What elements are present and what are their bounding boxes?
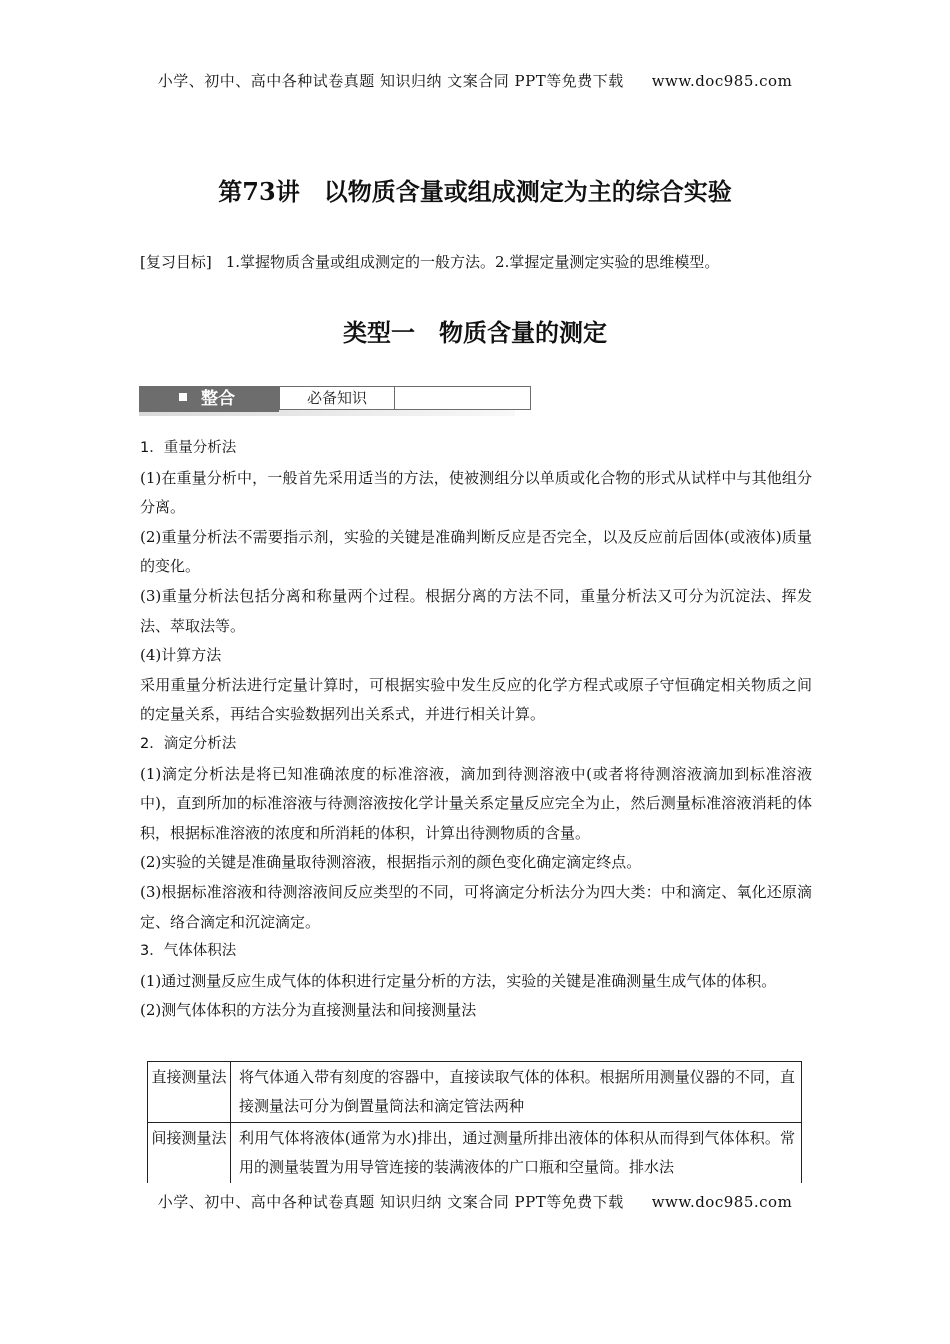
paragraph: (1)在重量分析中，一般首先采用适当的方法，使被测组分以单质或化合物的形式从试样中与其他组分分离。 [140, 468, 812, 517]
section-title: 类型一 物质含量的测定 [343, 318, 607, 347]
paragraph: (2)实验的关键是准确量取待测溶液，根据指示剂的颜色变化确定滴定终点。 [140, 853, 642, 872]
banner-left [139, 386, 279, 412]
table-cell-key: 直接测量法 [148, 1062, 231, 1123]
paragraph: (2)重量分析法不需要指示剂，实验的关键是准确判断反应是否完全，以及反应前后固体(或液体)质量的变化。 [140, 527, 812, 576]
lecture-title: 第73讲 以物质含量或组成测定为主的综合实验 [218, 177, 732, 206]
table-row [148, 1062, 802, 1123]
main-content [140, 434, 812, 1026]
page-header [0, 70, 950, 91]
paragraph: (3)重量分析法包括分离和称量两个过程。根据分离的方法不同，重量分析法又可分为沉淀法、挥发法、萃取法等。 [140, 586, 812, 635]
heading-titration: 2．滴定分析法 [140, 735, 237, 752]
banner-left-label: 整合 [201, 389, 235, 409]
measurement-method-table [147, 1061, 802, 1183]
page-footer [0, 1191, 950, 1212]
footer-site-link[interactable]: www.doc985.com [651, 1193, 793, 1211]
table-row [148, 1123, 802, 1184]
paragraph: (1)通过测量反应生成气体的体积进行定量分析的方法，实验的关键是准确测量生成气体的体积。 [140, 971, 777, 990]
review-goal [140, 251, 820, 272]
banner-right-label: 必备知识 [280, 387, 395, 409]
square-bullet-icon [179, 393, 187, 401]
table-cell-value: 利用气体将液体(通常为水)排出，通过测量所排出液体的体积从而得到气体体积。常用的测量装置为用导管连接的装满液体的广口瓶和空量筒。排水法 [231, 1123, 802, 1184]
review-goal-text: 1.掌握物质含量或组成测定的一般方法。2.掌握定量测定实验的思维模型。 [225, 253, 720, 271]
paragraph: (4)计算方法 [140, 646, 222, 665]
section-banner [139, 386, 515, 416]
review-goal-tag: [复习目标] [140, 253, 212, 271]
paragraph: (2)测气体体积的方法分为直接测量法和间接测量法 [140, 1001, 477, 1020]
paragraph: (3)根据标准溶液和待测溶液间反应类型的不同，可将滴定分析法分为四大类：中和滴定、氧化还原滴定、络合滴定和沉淀滴定。 [140, 882, 812, 931]
heading-gravimetric: 1．重量分析法 [140, 440, 237, 456]
table-cell-value: 将气体通入带有刻度的容器中，直接读取气体的体积。根据所用测量仪器的不同，直接测量法可分为倒置量筒法和滴定管法两种 [231, 1062, 802, 1123]
paragraph: 采用重量分析法进行定量计算时，可根据实验中发生反应的化学方程式或原子守恒确定相关物质之间的定量关系，再结合实验数据列出关系式，并进行相关计算。 [140, 675, 812, 724]
footer-text: 小学、初中、高中各种试卷真题 知识归纳 文案合同 PPT等免费下载 [157, 1193, 624, 1211]
header-text: 小学、初中、高中各种试卷真题 知识归纳 文案合同 PPT等免费下载 [157, 72, 624, 90]
table-cell-key: 间接测量法 [148, 1123, 231, 1184]
banner-right [279, 386, 531, 410]
heading-gas-volume: 3．气体体积法 [140, 943, 237, 960]
paragraph: (1)滴定分析法是将已知准确浓度的标准溶液，滴加到待测溶液中(或者将待测溶液滴加到标准溶液中)，直到所加的标准溶液与待测溶液按化学计量关系定量反应完全为止，然后测量标准溶液消耗的体积，根据标准溶液的浓度和所消耗的体积，计算出待测物质的含量。 [140, 764, 812, 842]
header-site-link[interactable]: www.doc985.com [651, 72, 793, 90]
